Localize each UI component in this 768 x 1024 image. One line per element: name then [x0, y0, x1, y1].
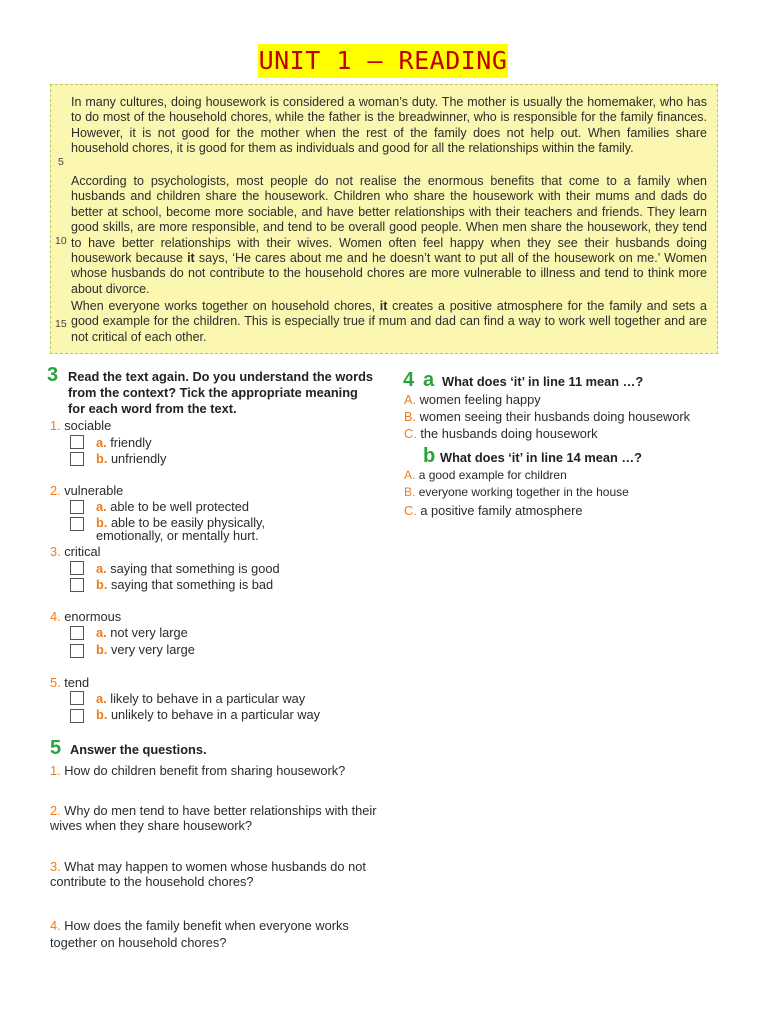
option-label: C. — [404, 426, 417, 441]
ex3-item-2-option-b — [96, 516, 316, 542]
paragraph-3-text-end: creates a positive atmosphere for the family and sets a good example for the children. This is especially true if mum and dad can find a way to work well together and are not critical of each other. — [71, 299, 707, 344]
option-text: able to be easily physically, emotionally, or mentally hurt. — [96, 515, 266, 543]
ex3-item-5-option-b — [96, 708, 320, 721]
option-text: women feeling happy — [419, 392, 541, 407]
option-label: C. — [404, 503, 417, 518]
option-letter: b. — [96, 451, 108, 466]
ex3-item-5-checkbox-a[interactable] — [70, 691, 84, 705]
ex3-item-3 — [50, 544, 101, 559]
ex4a-option-b[interactable] — [404, 409, 690, 424]
option-text: not very large — [110, 625, 188, 640]
exercise-5-number: 5 — [50, 737, 62, 759]
exercise-4b-question: What does ‘it’ in line 14 mean …? — [440, 450, 642, 465]
question-text: What may happen to women whose husbands do not contribute to the household chores? — [50, 859, 366, 889]
ex3-item-1-number: 1. — [50, 418, 61, 433]
option-letter: b. — [96, 577, 108, 592]
question-number: 4. — [50, 918, 61, 933]
option-text: everyone working together in the house — [418, 485, 629, 499]
line-number-5: 5 — [58, 156, 64, 168]
option-letter: b. — [96, 515, 108, 530]
option-letter: a. — [96, 499, 107, 514]
exercise-4a-question: What does ‘it’ in line 11 mean …? — [442, 374, 644, 389]
ex3-item-5 — [50, 675, 89, 690]
ex3-item-4 — [50, 609, 121, 624]
ex3-item-2-number: 2. — [50, 483, 61, 498]
paragraph-1-text: In many cultures, doing housework is considered a woman’s duty. The mother is usually the homemaker, who has to do most of the household chores, while the father is the breadwinner, who is responsible for the family finances. However, it is not good for the mother when the rest of the family does not help out. When families share household chores, it is good for them as individuals and good for all the relationships within the family. — [71, 95, 707, 156]
line-number-15: 15 — [55, 318, 67, 330]
option-label: A. — [404, 468, 416, 482]
ex3-item-5-checkbox-b[interactable] — [70, 709, 84, 723]
ex4b-option-b[interactable] — [404, 485, 629, 500]
option-text: saying that something is bad — [110, 577, 274, 592]
question-text: Why do men tend to have better relationships with their wives when they share housework? — [50, 803, 377, 833]
ex3-item-3-option-b — [96, 578, 273, 591]
ex3-item-4-option-a — [96, 626, 188, 639]
exercise-3-instruction: Read the text again. Do you understand the words from the context? Tick the appropriate meaning for each word from the text. — [68, 369, 374, 416]
exercise-4b-letter: b — [423, 445, 436, 467]
passage-paragraph-2 — [71, 174, 707, 297]
page-title: UNIT 1 – READING — [258, 44, 508, 78]
option-text: very very large — [110, 642, 195, 657]
option-letter: a. — [96, 691, 107, 706]
option-text: likely to behave in a particular way — [110, 691, 306, 706]
ex3-item-5-option-a — [96, 692, 305, 705]
ex3-item-2-checkbox-b[interactable] — [70, 517, 84, 531]
option-letter: b. — [96, 707, 108, 722]
ex3-item-2-option-a — [96, 500, 249, 513]
ex4b-option-a[interactable] — [404, 468, 567, 483]
exercise-3-number: 3 — [47, 364, 59, 386]
question-number: 1. — [50, 763, 61, 778]
question-number: 2. — [50, 803, 61, 818]
option-text: able to be well protected — [110, 499, 249, 514]
option-label: A. — [404, 392, 417, 407]
option-letter: a. — [96, 561, 107, 576]
ex3-item-2-checkbox-a[interactable] — [70, 500, 84, 514]
option-text: unlikely to behave in a particular way — [110, 707, 321, 722]
option-text: women seeing their husbands doing housework — [419, 409, 690, 424]
paragraph-2-text-start: According to psychologists, most people do not realise the enormous benefits that come to a family when husbands and children share the housework. Children who share the housework with their mums and dads do better at school, become more sociable, and have better relationships with their teachers and friends. They learn good skills, are more responsible, and tend to be overall good people. When men share the housework, they tend to have better relationships with their wives. Women often feel happy when they see their husbands doing housework because — [71, 174, 707, 266]
option-letter: a. — [96, 625, 107, 640]
paragraph-3-bold-it: it — [379, 299, 388, 313]
ex3-item-1 — [50, 418, 111, 433]
question-text: How do children benefit from sharing housework? — [64, 763, 346, 778]
option-text: friendly — [110, 435, 152, 450]
ex3-item-4-checkbox-a[interactable] — [70, 626, 84, 640]
reading-passage — [50, 84, 718, 354]
option-text: unfriendly — [110, 451, 167, 466]
passage-paragraph-1 — [71, 95, 707, 157]
ex3-item-1-option-b — [96, 452, 166, 465]
option-letter: b. — [96, 642, 108, 657]
ex3-item-1-option-a — [96, 436, 152, 449]
exercise-4a-letter: a — [423, 369, 435, 391]
exercise-4-number: 4 — [403, 369, 415, 391]
line-number-10: 10 — [55, 235, 67, 247]
question-text: How does the family benefit when everyone works together on household chores? — [50, 918, 349, 950]
question-number: 3. — [50, 859, 61, 874]
option-label: B. — [404, 485, 416, 499]
ex3-item-3-option-a — [96, 562, 280, 575]
paragraph-2-text-end: says, ‘He cares about me and he doesn’t want to put all of the housework on me.’ Women whose husbands do not contribute to the household chores are more vulnerable to illness and tend to think more about divorce. — [71, 251, 707, 296]
option-text: a good example for children — [418, 468, 567, 482]
ex5-question-4 — [50, 917, 380, 951]
option-text: the husbands doing housework — [420, 426, 598, 441]
ex3-item-1-checkbox-b[interactable] — [70, 452, 84, 466]
ex3-item-2-word: vulnerable — [64, 483, 124, 498]
ex5-question-2 — [50, 803, 380, 833]
option-text: saying that something is good — [110, 561, 280, 576]
ex4a-option-c[interactable] — [404, 426, 598, 441]
ex4b-option-c[interactable] — [404, 503, 583, 518]
ex3-item-1-checkbox-a[interactable] — [70, 435, 84, 449]
option-text: a positive family atmosphere — [420, 503, 583, 518]
ex3-item-4-word: enormous — [64, 609, 122, 624]
option-letter: a. — [96, 435, 107, 450]
ex3-item-3-checkbox-a[interactable] — [70, 561, 84, 575]
ex3-item-5-word: tend — [64, 675, 90, 690]
ex3-item-3-word: critical — [64, 544, 101, 559]
ex3-item-4-number: 4. — [50, 609, 61, 624]
option-label: B. — [404, 409, 417, 424]
ex3-item-4-option-b — [96, 643, 195, 656]
ex3-item-5-number: 5. — [50, 675, 61, 690]
ex3-item-3-checkbox-b[interactable] — [70, 578, 84, 592]
ex3-item-2 — [50, 483, 123, 498]
ex3-item-3-number: 3. — [50, 544, 61, 559]
ex3-item-1-word: sociable — [64, 418, 112, 433]
ex5-question-3 — [50, 859, 380, 889]
ex4a-option-a[interactable] — [404, 392, 541, 407]
paragraph-3-text-start: When everyone works together on household chores, — [71, 299, 380, 313]
paragraph-2-bold-it: it — [187, 251, 195, 266]
ex3-item-4-checkbox-b[interactable] — [70, 644, 84, 658]
passage-paragraph-3 — [71, 299, 707, 345]
ex5-question-1 — [50, 763, 380, 778]
exercise-5-instruction: Answer the questions. — [70, 742, 207, 757]
